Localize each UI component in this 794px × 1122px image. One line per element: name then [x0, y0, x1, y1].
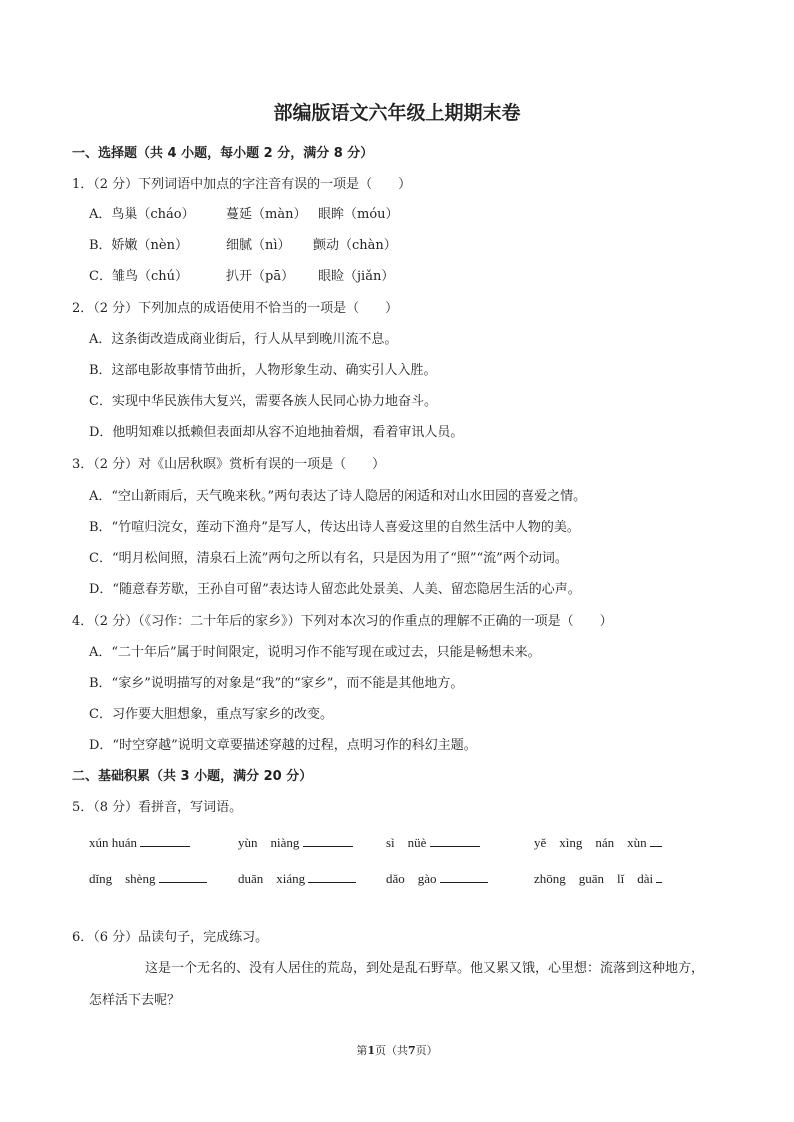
question-5-stem: 5．（8 分）看拼音，写词语。: [72, 800, 243, 815]
section-heading-choice: 一、选择题（共 4 小题，每小题 2 分，满分 8 分）: [72, 146, 374, 161]
answer-blank[interactable]: [303, 834, 353, 847]
pinyin-item: [534, 834, 662, 852]
footer-prefix: 第: [356, 1044, 368, 1057]
q3-option-d: D．“随意春芳歇，王孙自可留”表达诗人留恋此处景美、人美、留恋隐居生活的心声。: [89, 582, 581, 597]
page-number: 1: [367, 1044, 375, 1057]
q1-option-a-word2: 蔓延（màn）: [226, 207, 307, 222]
question-6-stem: 6．（6 分）品读句子，完成练习。: [72, 930, 269, 945]
answer-blank[interactable]: [159, 870, 207, 883]
q2-option-a: A．这条街改造成商业街后，行人从早到晚川流不息。: [89, 332, 398, 347]
answer-blank[interactable]: [430, 834, 480, 847]
q1-option-a-word1: A．鸟巢（cháo）: [89, 207, 195, 222]
pinyin-text: sì nüè: [386, 835, 427, 850]
q3-option-b: B．“竹喧归浣女，莲动下渔舟”是写人，传达出诗人喜爱这里的自然生活中人物的美。: [89, 520, 580, 535]
q4-option-d: D．“时空穿越”说明文章要描述穿越的过程，点明习作的科幻主题。: [89, 738, 477, 753]
footer-mid: 页（共: [375, 1044, 408, 1057]
footer-suffix: 页）: [415, 1044, 438, 1057]
q2-option-b: B．这部电影故事情节曲折，人物形象生动、确实引人入胜。: [89, 363, 437, 378]
pinyin-text: duān xiáng: [238, 871, 306, 886]
pinyin-text: zhōng guān lǐ dài: [534, 871, 654, 886]
pinyin-item: [89, 870, 207, 888]
q1-option-a-word3: 眼眸（móu）: [318, 207, 399, 222]
pinyin-item: [238, 834, 353, 852]
q1-option-c-word3: 眼睑（jiǎn）: [318, 269, 395, 284]
pinyin-item: [386, 870, 488, 888]
section-heading-basics: 二、基础积累（共 3 小题，满分 20 分）: [72, 769, 313, 784]
passage-line-2: 怎样活下去呢？: [89, 993, 181, 1008]
pinyin-item: [534, 870, 662, 888]
answer-blank[interactable]: [440, 870, 488, 883]
page-title: 部编版语文六年级上期期末卷: [273, 102, 521, 124]
answer-blank[interactable]: [656, 870, 662, 883]
answer-blank[interactable]: [650, 834, 662, 847]
pinyin-item: [386, 834, 480, 852]
q1-option-c-word2: 扒开（pā）: [226, 269, 295, 284]
answer-blank[interactable]: [308, 870, 356, 883]
page-footer: [0, 1042, 794, 1058]
q1-option-c-word1: C．雏鸟（chú）: [89, 269, 188, 284]
q1-option-b-word1: B．娇嫩（nèn）: [89, 238, 188, 253]
question-3-stem: 3．（2 分）对《山居秋暝》赏析有误的一项是（ ）: [72, 457, 386, 472]
pinyin-text: yùn niàng: [238, 835, 300, 850]
question-4-stem: 4．（2 分）（《习作：二十年后的家乡》）下列对本次习的作重点的理解不正确的一项是（ ）: [72, 614, 613, 629]
q4-option-a: A．“二十年后”属于时间限定，说明习作不能写现在或过去，只能是畅想未来。: [89, 645, 541, 660]
pinyin-text: dǎo gào: [386, 871, 437, 886]
pinyin-text: xún huán: [89, 835, 138, 850]
q3-option-c: C．“明月松间照，清泉石上流”两句之所以有名，只是因为用了“照”“流”两个动词。: [89, 551, 568, 566]
question-1-stem: 1．（2 分）下列词语中加点的字注音有误的一项是（ ）: [72, 177, 412, 192]
page-total: 7: [408, 1044, 416, 1057]
pinyin-text: dǐng shèng: [89, 871, 156, 886]
q1-option-b-word3: 颤动（chàn）: [313, 238, 397, 253]
pinyin-item: [89, 834, 190, 852]
q4-option-b: B．“家乡”说明描写的对象是“我”的“家乡”，而不能是其他地方。: [89, 676, 464, 691]
pinyin-text: yě xìng nán xùn: [534, 835, 647, 850]
passage-line-1: 这是一个无名的、没有人居住的荒岛，到处是乱石野草。他又累又饿，心里想：流落到这种地方，: [145, 961, 705, 976]
q2-option-d: D．他明知难以抵赖但表面却从容不迫地抽着烟，看着审讯人员。: [89, 425, 464, 440]
q4-option-c: C．习作要大胆想象，重点写家乡的改变。: [89, 707, 333, 722]
pinyin-item: [238, 870, 356, 888]
q3-option-a: A．“空山新雨后，天气晚来秋。”两句表达了诗人隐居的闲适和对山水田园的喜爱之情。: [89, 489, 587, 504]
answer-blank[interactable]: [140, 834, 190, 847]
question-2-stem: 2．（2 分）下列加点的成语使用不恰当的一项是（ ）: [72, 301, 399, 316]
q1-option-b-word2: 细腻（nì）: [226, 238, 291, 253]
q2-option-c: C．实现中华民族伟大复兴，需要各族人民同心协力地奋斗。: [89, 394, 437, 409]
